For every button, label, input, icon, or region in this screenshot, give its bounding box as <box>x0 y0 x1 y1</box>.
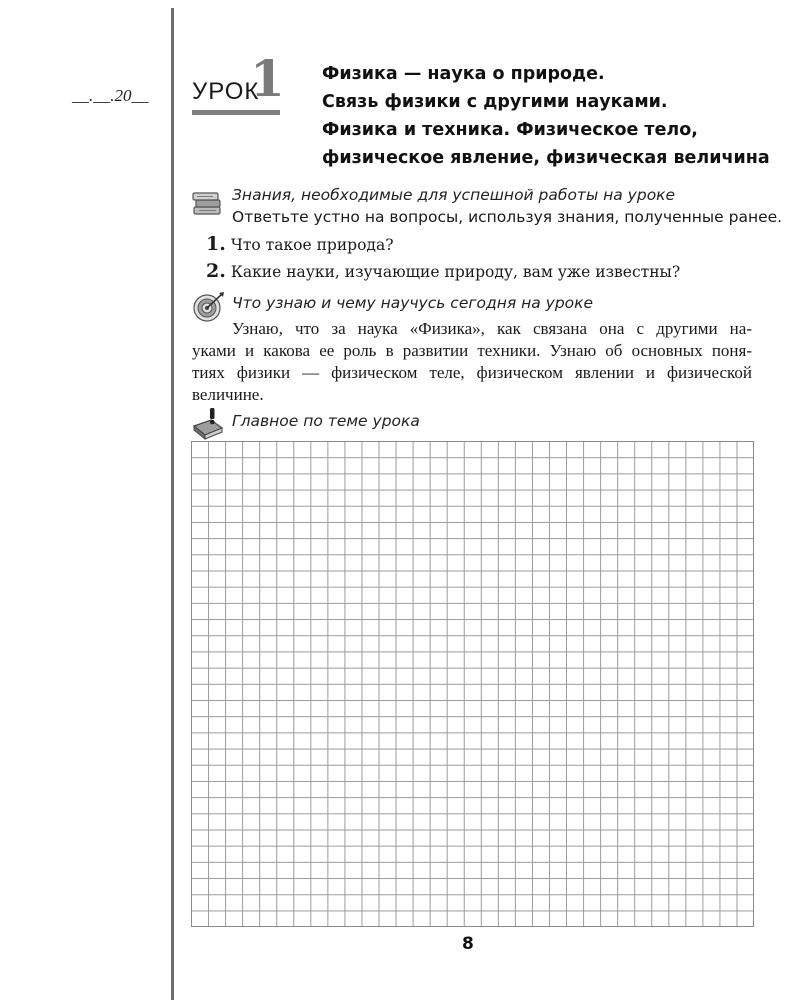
lesson-badge <box>192 49 285 116</box>
margin-line <box>171 8 174 1000</box>
book-exclamation-icon <box>191 406 225 440</box>
title-line: Физика — наука о природе. <box>322 64 605 84</box>
lesson-title <box>322 60 770 172</box>
lesson-underline <box>192 110 280 115</box>
question-item <box>206 233 394 255</box>
date-field[interactable]: __.__.20__ <box>72 86 149 105</box>
title-line: Физика и техника. Физическое тело, <box>322 120 698 140</box>
lesson-number: 1 <box>250 49 285 108</box>
question-text: Какие науки, изучающие природу, вам уже известны? <box>230 263 681 281</box>
knowledge-instruction: Ответьте устно на вопросы, используя знания, полученные ранее. <box>232 208 783 226</box>
notes-grid[interactable] <box>191 441 754 927</box>
lesson-word: УРОК <box>192 78 260 105</box>
question-text: Что такое природа? <box>230 236 394 254</box>
knowledge-heading: Знания, необходимые для успешной работы на уроке <box>232 186 676 204</box>
title-line: Связь физики с другими науками. <box>322 92 668 112</box>
paragraph-line: величине. <box>192 385 264 404</box>
summary-heading: Главное по теме урока <box>232 412 420 430</box>
books-icon <box>191 185 225 219</box>
paragraph-line: Узнаю, что за наука «Физика», как связана она с другими на- <box>232 319 752 338</box>
paragraph-line: тиях физики — физическом теле, физическом явлении и физической <box>192 363 752 382</box>
question-number: 2. <box>206 260 226 282</box>
question-item <box>206 260 680 282</box>
title-line: физическое явление, физическая величина <box>322 148 770 168</box>
goals-paragraph <box>192 318 752 406</box>
question-number: 1. <box>206 233 226 255</box>
paragraph-line: уками и какова ее роль в развитии техники. Узнаю об основных поня- <box>192 341 752 360</box>
goals-heading: Что узнаю и чему научусь сегодня на уроке <box>232 294 594 312</box>
page-number: 8 <box>462 934 474 954</box>
